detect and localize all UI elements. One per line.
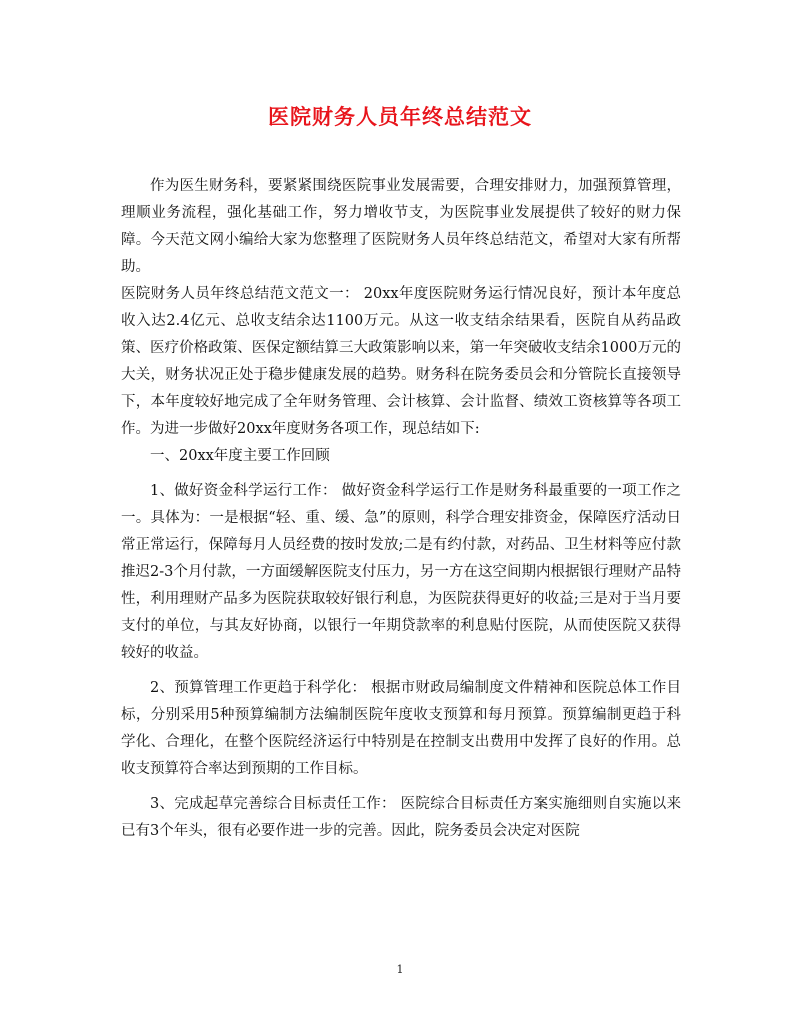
intro-paragraph: 作为医生财务科，要紧紧围绕医院事业发展需要，合理安排财力，加强预算管理，理顺业务流程，强化基础工作，努力增收节支，为医院事业发展提供了较好的财力保障。今天范文网小编给大家为您整理了医院财务人员年终总结范文，希望对大家有所帮助。 bbox=[121, 178, 681, 275]
section-heading: 一、20xx年度主要工作回顾 bbox=[150, 448, 330, 464]
work-item-3: 3、完成起草完善综合目标责任工作： 医院综合目标责任方案实施细则自实施以来已有3个年头，很有必要作进一步的完善。因此，院务委员会决定对医院 bbox=[121, 796, 681, 839]
document-title: 医院财务人员年终总结范文 bbox=[268, 104, 532, 129]
sample-one-paragraph: 医院财务人员年终总结范文范文一： 20xx年度医院财务运行情况良好，预计本年度总收入达2.4亿元、总收支结余达1100万元。从这一收支结余结果看，医院自从药品政策、医疗价格政策、医保定额结算三大政策影响以来，第一年突破收支结余1000万元的大关，财务状况正处于稳步健康发展的趋势。财务科在院务委员会和分管院长直接领导下，本年度较好地完成了全年财务管理、会计核算、会计监督、绩效工资核算等各项工作。为进一步做好20xx年度财务各项工作，现总结如下: bbox=[121, 286, 681, 437]
work-item-2: 2、预算管理工作更趋于科学化： 根据市财政局编制度文件精神和医院总体工作目标，分别采用5种预算编制方法编制医院年度收支预算和每月预算。预算编制更趋于科学化、合理化，在整个医院经济运行中特别是在控制支出费用中发挥了良好的作用。总收支预算符合率达到预期的工作目标。 bbox=[121, 680, 681, 777]
document-body bbox=[121, 173, 681, 845]
page-number: 1 bbox=[396, 963, 404, 976]
work-item-1: 1、做好资金科学运行工作： 做好资金科学运行工作是财务科最重要的一项工作之一。具体为：一是根据“轻、重、缓、急”的原则，科学合理安排资金，保障医疗活动日常正常运行，保障每月人员经费的按时发放;二是有约付款，对药品、卫生材料等应付款推迟2-3个月付款，一方面缓解医院支付压力，另一方在这空间期内根据银行理财产品特性，利用理财产品多为医院获取较好银行利息，为医院获得更好的收益;三是对于当月要支付的单位，与其友好协商，以银行一年期贷款率的利息贴付医院，从而使医院又获得较好的收益。 bbox=[121, 483, 681, 661]
